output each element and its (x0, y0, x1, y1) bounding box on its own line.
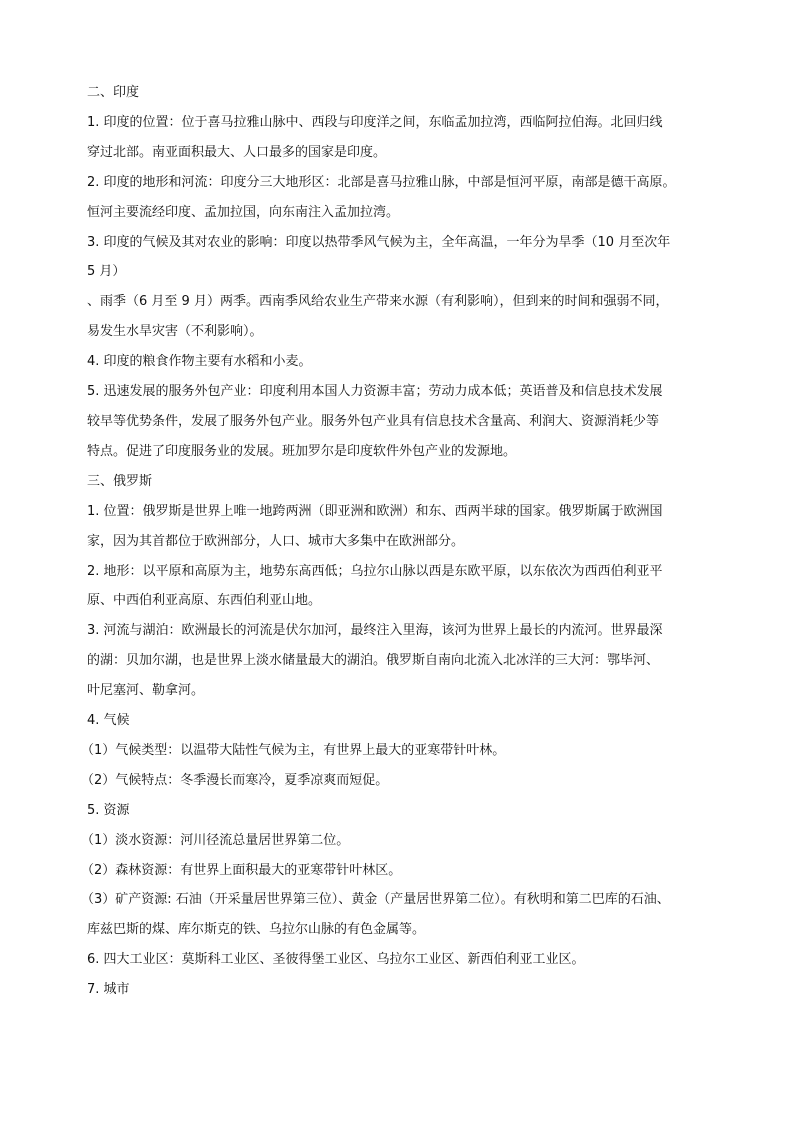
paragraph-line: 5 月） (87, 264, 126, 280)
list-item: （2）森林资源：有世界上面积最大的亚寒带针叶林区。 (81, 862, 402, 878)
list-item: （1）淡水资源：河川径流总量居世界第二位。 (81, 832, 350, 848)
paragraph-line: 3. 河流与湖泊：欧洲最长的河流是伏尔加河，最终注入里海，该河为世界上最长的内流河。世界最深 (87, 623, 663, 639)
list-item: （3）矿产资源: 石油（开采量居世界第三位）、黄金（产量居世界第二位）。有秋明和第二巴库的石油、 (81, 892, 670, 908)
paragraph-line: 3. 印度的气候及其对农业的影响：印度以热带季风气候为主，全年高温，一年分为旱季（10 月至次年 (87, 234, 671, 250)
paragraph-line: 5. 迅速发展的服务外包产业：印度利用本国人力资源丰富；劳动力成本低；英语普及和信息技术发展 (87, 384, 663, 400)
subheading-climate: 4. 气候 (87, 713, 130, 729)
paragraph-line: 1. 位置：俄罗斯是世界上唯一地跨两洲（即亚洲和欧洲）和东、西两半球的国家。俄罗斯属于欧洲国 (87, 503, 663, 519)
document-page (81, 78, 721, 1005)
paragraph-line: 家，因为其首都位于欧洲部分，人口、城市大多集中在欧洲部分。 (87, 533, 465, 549)
paragraph-line: 库兹巴斯的煤、库尔斯克的铁、乌拉尔山脉的有色金属等。 (87, 922, 426, 938)
section-heading-russia: 三、俄罗斯 (87, 473, 153, 489)
list-item: （1）气候类型：以温带大陆性气候为主，有世界上最大的亚寒带针叶林。 (81, 742, 506, 758)
paragraph-line: 6. 四大工业区：莫斯科工业区、圣彼得堡工业区、乌拉尔工业区、新西伯利亚工业区。 (87, 952, 585, 968)
paragraph-line: 的湖：贝加尔湖，也是世界上淡水储量最大的湖泊。俄罗斯自南向北流入北冰洋的三大河：鄂毕河、 (87, 653, 660, 669)
subheading-resources: 5. 资源 (87, 802, 130, 818)
section-heading-india: 二、印度 (87, 85, 140, 100)
list-item: （2）气候特点：冬季漫长而寒冷，夏季凉爽而短促。 (81, 772, 389, 788)
paragraph-line: 较早等优势条件，发展了服务外包产业。服务外包产业具有信息技术含量高、利润大、资源消耗少等 (87, 413, 660, 429)
paragraph-line: 1. 印度的位置：位于喜马拉雅山脉中、西段与印度洋之间，东临孟加拉湾，西临阿拉伯海。北回归线 (87, 114, 663, 130)
paragraph-line: 叶尼塞河、勒拿河。 (87, 683, 205, 699)
paragraph-line: 原、中西伯利亚高原、东西伯利亚山地。 (87, 593, 322, 609)
paragraph-line: 2. 地形：以平原和高原为主，地势东高西低；乌拉尔山脉以西是东欧平原，以东依次为西西伯利亚平 (87, 563, 663, 579)
subheading-cities: 7. 城市 (87, 982, 130, 998)
paragraph-line: 恒河主要流经印度、孟加拉国，向东南注入孟加拉湾。 (87, 204, 400, 220)
paragraph-line: 4. 印度的粮食作物主要有水稻和小麦。 (87, 354, 312, 370)
paragraph-line: 2. 印度的地形和河流：印度分三大地形区：北部是喜马拉雅山脉，中部是恒河平原，南部是德干高原。 (87, 174, 676, 190)
paragraph-line: 特点。促进了印度服务业的发展。班加罗尔是印度软件外包产业的发源地。 (87, 443, 517, 459)
paragraph-line: 、雨季（6 月至 9 月）两季。西南季风给农业生产带来水源（有利影响），但到来的时间和强弱不同， (87, 294, 669, 310)
paragraph-line: 易发生水旱灾害（不利影响）。 (87, 324, 263, 340)
paragraph-line: 穿过北部。南亚面积最大、人口最多的国家是印度。 (87, 144, 387, 160)
